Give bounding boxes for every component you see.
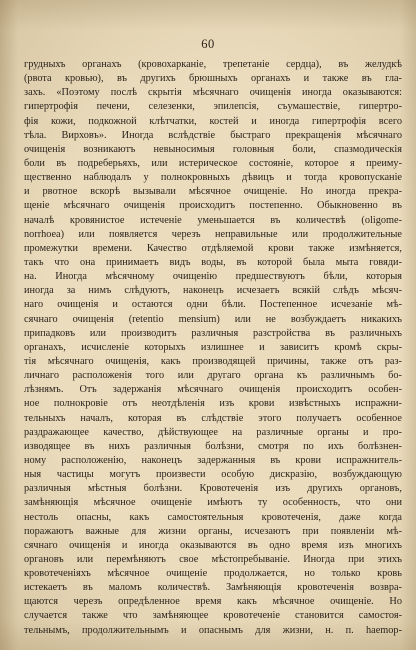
text-line: фія кожи, подкожной клѣтчатки, костей и иногда гипертрофія всего (24, 115, 402, 127)
text-line: тѣла. Вирховъ». Иногда вслѣдствіе быстраго прекращенія мѣсячнаго (24, 129, 402, 141)
text-line: различныя мѣстныя болѣзни. Кровотеченія изъ другихъ органовъ, (24, 483, 402, 495)
text-line: ному расположенію, наконецъ задержанныя въ крови испражнитель- (24, 454, 402, 466)
text-line: нестоль опасны, какъ самостоятельныя кровотеченія, даже когда (24, 511, 402, 523)
text-line: раздражающее качество, дѣйствующее на различные органы и про- (24, 426, 402, 438)
text-line: грудныхъ органахъ (кровохарканіе, трепетаніе сердца), въ желудкѣ (24, 59, 402, 70)
text-line: органовъ или перемѣняютъ свое мѣстопребываніе. Иногда при этихъ (24, 553, 402, 565)
text-line: припадковъ или производитъ различныя разстройства въ различныхъ (24, 327, 402, 339)
text-line: замѣняющія мѣсячное очищеніе имѣютъ ту особенность, что они (24, 497, 402, 509)
text-line: norrhoea) или появляется черезъ неправильные или продолжительные (24, 228, 402, 240)
text-line: изводящее въ нихъ различныя болѣзни, смотря по ихъ болѣзнен- (24, 440, 402, 452)
text-line: захъ. «Поэтому послѣ скрытія мѣсячнаго очищенія иногда оказываются: (24, 87, 402, 99)
text-line: органахъ, исчисленіе которыхъ излишнее и зависитъ кромѣ скры- (24, 341, 402, 353)
text-line: сячнаго очищенія (retentio mensium) или не возбуждаетъ никакихъ (24, 313, 402, 325)
text-line: такъ что она принимаетъ видъ воды, въ которой была мыта говяди- (24, 256, 402, 268)
text-line: боли въ подреберьяхъ, или истерическое состояніе, которое я преиму- (24, 157, 402, 169)
text-line: щаются черезъ опредѣленное время какъ мѣсячное очищеніе. Но (24, 596, 402, 608)
text-line: иногда за нимъ слѣдуютъ, наконецъ исчезаетъ всякій слѣдъ мѣсяч- (24, 285, 402, 297)
text-line: началѣ кровянистое истеченіе уменьшается въ количествѣ (oligome- (24, 214, 402, 226)
text-line: кровотеченіяхъ мѣсячное очищеніе продолжается, но только кровь (24, 568, 402, 580)
text-line: лѣзнямъ. Отъ задержанія мѣсячнаго очищенія происходитъ особен- (24, 384, 402, 396)
page-number: 60 (201, 37, 215, 51)
text-line: истекаетъ въ маломъ количествѣ. Замѣняющія кровотеченія возвра- (24, 582, 402, 594)
text-line: очищенія возникаютъ невыносимыя головныя боли, спазмодическія (24, 143, 402, 155)
body-text (24, 58, 402, 638)
text-line: тія мѣсячнаго очищенія, какъ производящей причины, также отъ раз- (24, 355, 402, 367)
text-line: промежутки времени. Качество отдѣляемой крови также измѣняется, (24, 242, 402, 254)
text-line: сячнаго очищенія и иногда оказываются въ одно время изъ многихъ (24, 539, 402, 551)
text-line: тельныхъ началъ, которая въ слѣдствіе этого получаетъ особенное (24, 412, 402, 424)
text-line: случается также что замѣняющее кровотеченіе становится самостоя- (24, 610, 402, 622)
text-line: поражаютъ важные для жизни органы, исчезаютъ при появленіи мѣ- (24, 525, 402, 537)
text-line: ныя частицы могутъ произвести особую дискразію, возбуждающую (24, 469, 402, 481)
text-line: гипертрофія печени, селезенки, эпилепсія, съумашествіе, гипертро- (24, 101, 402, 113)
text-line: личнаго расположенія того или другаго органа къ различнымъ бо- (24, 370, 402, 382)
text-line: тельнымъ, продолжительнымъ и опаснымъ для жизни, н. п. haemop- (24, 624, 402, 636)
text-line: щественно наблюдалъ у полнокровныхъ дѣвицъ и тогда кровопусканіе (24, 172, 402, 184)
text-line: наго очищенія и остаются одни бѣли. Постепенное исчезаніе мѣ- (24, 299, 402, 311)
text-line: на. Иногда мѣсячному очищенію предшествуютъ бѣли, которыя (24, 271, 402, 283)
text-line: ное полнокровіе отъ неотдѣленія изъ крови извѣстныхъ испражни- (24, 398, 402, 410)
text-line: щеніе мѣсячнаго очищенія происходитъ постепенно. Обыкновенно въ (24, 200, 402, 212)
text-line: и рвотное вскорѣ вызывали мѣсячное очищеніе. Но иногда прекра- (24, 186, 402, 198)
text-line: (рвота кровью), въ другихъ брюшныхъ органахъ и также въ гла- (24, 73, 402, 85)
